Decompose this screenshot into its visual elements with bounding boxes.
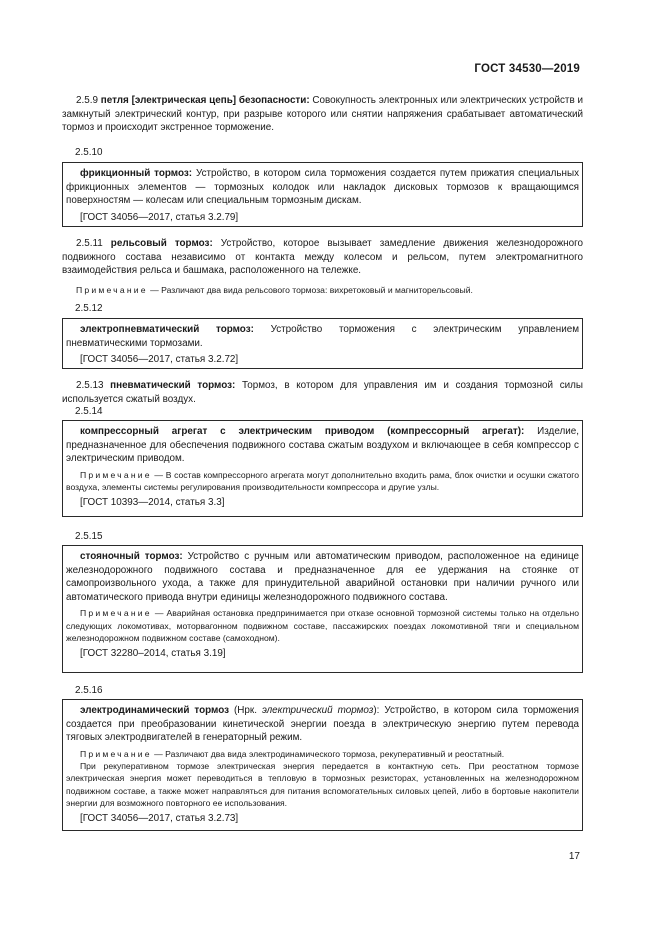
clause-number-2-5-15: 2.5.15: [75, 531, 103, 542]
page-number: 17: [568, 851, 580, 862]
clause-number-2-5-16: 2.5.16: [75, 685, 103, 696]
term-box-2-5-10: [62, 162, 583, 227]
note-label: Примечание: [76, 285, 148, 295]
term: стояночный тормоз:: [80, 551, 183, 562]
definition: Устройство с ручным или автоматическим приводом, расположенное на единице железнодорожного подвижного состава и предназначенное для ее удержания на стоянке от самопроизвольного ухода, а также для принудительной аварийной остановки при наличии ручного или автоматического привода внутри единицы железнодорожного подвижного состава.: [66, 551, 579, 603]
note-2-5-11: [62, 284, 583, 296]
clause-number-2-5-12: 2.5.12: [75, 303, 103, 314]
source-reference: [ГОСТ 34056—2017, статья 3.2.72]: [80, 354, 239, 366]
definition: Изделие, предназначенное для обеспечения подвижного состава сжатым воздухом и включающее в себя компрессор с электрическим приводом.: [66, 426, 579, 465]
term-box-2-5-15: [62, 545, 583, 673]
clause-2-5-11: [62, 237, 583, 278]
note-label: Примечание: [80, 748, 152, 759]
term: электропневматический тормоз:: [80, 324, 254, 335]
clause-number-2-5-14: 2.5.14: [75, 406, 103, 417]
note-continuation: При рекуперативном тормозе электрическая энергия передается в контактную сеть. При реостатном тормозе электрическая энергия может переводиться в тепловую в тормозных резисторах, установленных на железнодорожном подвижном составе, а также может направляться для питания вспомогательных силовых цепей, либо в бортовые накопители энергии для возможного повторного ее использования.: [66, 761, 579, 808]
term: пневматический тормоз:: [110, 380, 236, 391]
paren-open: (Нрк.: [229, 705, 262, 716]
deprecated-term: электрический тормоз: [261, 705, 374, 716]
page-header: ГОСТ 34530—2019: [474, 63, 580, 75]
term: петля [электрическая цепь] безопасности:: [100, 95, 310, 106]
term-box-2-5-16: [62, 699, 583, 831]
note-label: Примечание: [80, 608, 152, 619]
term: рельсовый тормоз:: [110, 238, 213, 249]
note-text: — Аварийная остановка предпринимается при отказе основной тормозной системы только на отдельно следующих локомотивах, моторвагонном подвижном составе, пассажирских поездах локомотивной тяги и специальном железнодорожном подвижном составе (самоходном).: [66, 608, 579, 643]
clause-number-2-5-10: 2.5.10: [75, 147, 103, 158]
clause-number: 2.5.13: [76, 380, 104, 391]
source-reference: [ГОСТ 32280–2014, статья 3.19]: [80, 648, 226, 660]
clause-2-5-9: [62, 94, 583, 135]
source-reference: [ГОСТ 34056—2017, статья 3.2.79]: [80, 211, 239, 223]
definition: Тормоз, в котором для управления им и создания тормозной силы используется сжатый воздух.: [62, 380, 584, 405]
definition: ): Устройство, в котором сила торможения создается при преобразовании кинетической энергии поезда в электрическую энергию путем перевода тяговых электродвигателей в генераторный режим.: [66, 705, 580, 744]
definition: Устройство торможения с электрическим управлением пневматическими тормозами.: [66, 324, 579, 349]
note-text: — В состав компрессорного агрегата могут дополнительно входить рама, блок очистки и осушки сжатого воздуха, элементы системы регулирования производительности компрессора и другие узлы.: [66, 469, 579, 493]
term: компрессорный агрегат с электрическим приводом (компрессорный агрегат):: [80, 426, 525, 437]
definition: Совокупность электронных или электрических устройств и замкнутый электрический контур, при разрыве которого или снятии напряжения срабатывает автоматический тормоз и происходит экстренное торможение.: [62, 95, 583, 134]
note-text: — Различают два вида электродинамического тормоза, рекуперативный и реостатный.: [151, 748, 505, 759]
definition: Устройство, которое вызывает замедление движения железнодорожного подвижного состава независимо от контакта между колесом и рельсом, путем электромагнитного взаимодействия рельса и башмака, расположенного на тележке.: [62, 238, 583, 277]
note-label: Примечание: [80, 469, 152, 480]
clause-2-5-13: [62, 379, 583, 406]
source-reference: [ГОСТ 34056—2017, статья 3.2.73]: [80, 813, 239, 825]
note-text: — Различают два вида рельсового тормоза: вихретоковый и магниторельсовый.: [147, 285, 473, 295]
clause-number: 2.5.11: [76, 238, 103, 249]
definition: Устройство, в котором сила торможения создается путем прижатия специальных фрикционных элементов — тормозных колодок или накладок дисковых тормозов к вращающимся поверхностям — колесам или специальным тормозным дискам.: [66, 168, 580, 207]
source-reference: [ГОСТ 10393—2014, статья 3.3]: [80, 497, 225, 509]
term-box-2-5-12: [62, 318, 583, 369]
term: электродинамический тормоз: [80, 705, 230, 716]
term: фрикционный тормоз:: [80, 168, 193, 179]
term-box-2-5-14: [62, 420, 583, 517]
clause-number: 2.5.9: [76, 95, 98, 106]
